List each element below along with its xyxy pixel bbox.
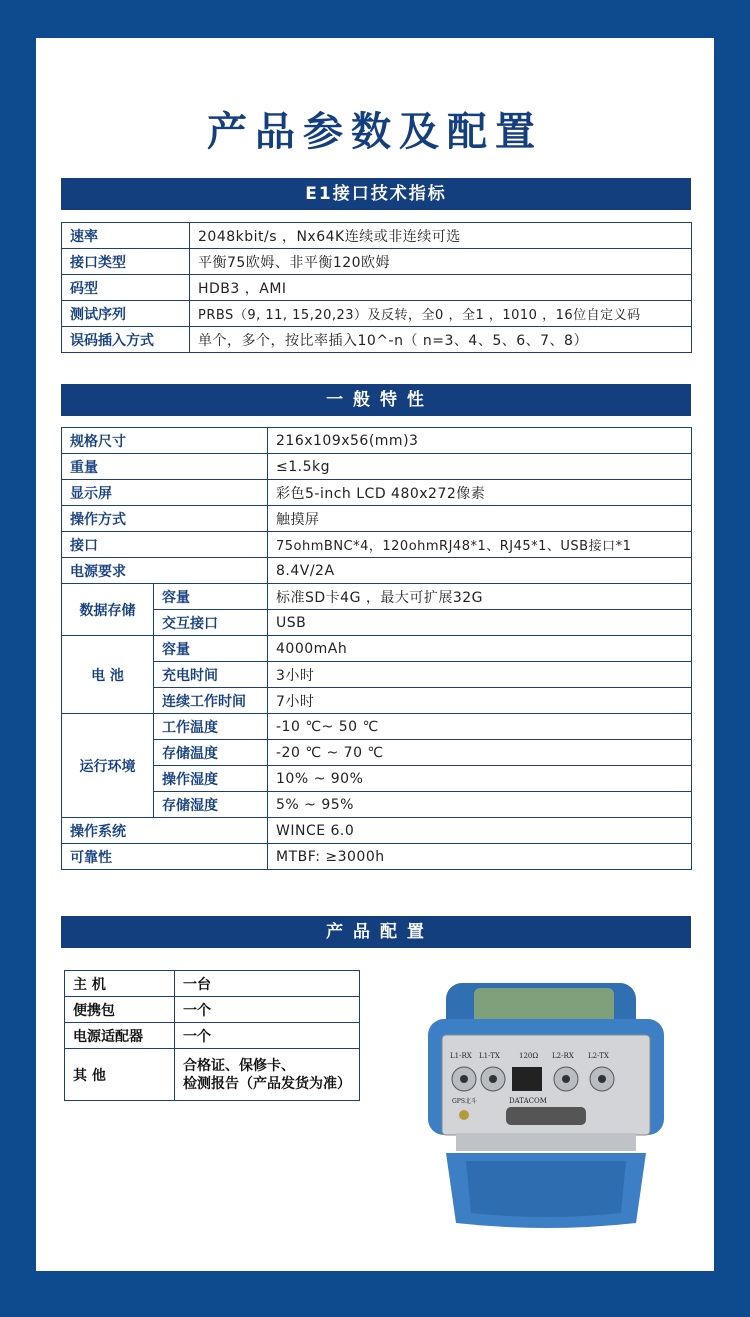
spec-key: 可靠性 [62,844,268,870]
spec-value: HDB3 ，AMI [190,275,692,301]
config-key: 电源适配器 [65,1023,175,1049]
page-title: 产品参数及配置 [207,109,543,155]
table-row [65,1049,360,1101]
table-row [62,454,692,480]
spec-value: -10 ℃~ 50 ℃ [268,714,692,740]
e1-spec-table [61,222,692,353]
content-card [36,38,714,1271]
table-row [62,223,692,249]
table-row [62,610,692,636]
device-panel-lower [456,1133,636,1151]
spec-value: -20 ℃ ~ 70 ℃ [268,740,692,766]
spec-key: 工作温度 [154,714,268,740]
spec-key: 显示屏 [62,480,268,506]
spec-value: 2048kbit/s ，Nx64K连续或非连续可选 [190,223,692,249]
spec-value: ≤1.5kg [268,454,692,480]
spec-key: 测试序列 [62,301,190,327]
spec-value: 标准SD卡4G ，最大可扩展32G [268,584,692,610]
table-row [65,1023,360,1049]
spec-key: 操作系统 [62,818,268,844]
spec-key: 连续工作时间 [154,688,268,714]
config-value [175,1049,360,1101]
spec-key: 速率 [62,223,190,249]
bnc-port-center [460,1075,468,1083]
config-key: 便携包 [65,997,175,1023]
spec-key: 操作方式 [62,506,268,532]
port-label: L2-TX [588,1052,609,1060]
spec-key: 容量 [154,636,268,662]
gps-label: GPS北斗 [452,1098,477,1105]
port-label: L2-RX [552,1052,574,1060]
general-section-header: 一 般 特 性 [61,384,691,416]
table-row [62,688,692,714]
config-value: 一个 [175,997,360,1023]
group-label-battery: 电 池 [62,636,154,714]
spec-value: WINCE 6.0 [268,818,692,844]
spec-value: MTBF: ≥3000h [268,844,692,870]
spec-key: 误码插入方式 [62,327,190,353]
config-table [64,970,360,1101]
spec-key: 接口 [62,532,268,558]
table-row [62,792,692,818]
config-value: 一台 [175,971,360,997]
spec-value: 触摸屏 [268,506,692,532]
spec-value: 10% ~ 90% [268,766,692,792]
spec-value: 75ohmBNC*4，120ohmRJ48*1、RJ45*1、USB接口*1 [268,532,692,558]
table-row [62,766,692,792]
spec-key: 充电时间 [154,662,268,688]
table-row [62,327,692,353]
spec-value: 4000mAh [268,636,692,662]
spec-key: 存储湿度 [154,792,268,818]
group-label-storage: 数据存储 [62,584,154,636]
spec-key: 接口类型 [62,249,190,275]
spec-value: USB [268,610,692,636]
port-label: 120Ω [519,1052,539,1060]
table-row [62,301,692,327]
spec-value: PRBS（9, 11, 15,20,23）及反转，全0 ，全1 ，1010 ，16位自定义码 [190,301,692,327]
table-row [62,844,692,870]
spec-value: 8.4V/2A [268,558,692,584]
table-row [62,506,692,532]
bnc-port-center [489,1075,497,1083]
spec-value: 单个，多个，按比率插入10^-n（ n=3、4、5、6、7、8） [190,327,692,353]
table-row [62,662,692,688]
table-row [65,997,360,1023]
config-key: 主 机 [65,971,175,997]
table-row [62,584,692,610]
table-row [62,740,692,766]
table-row [62,275,692,301]
table-row [62,249,692,275]
spec-value: 5% ~ 95% [268,792,692,818]
spec-key: 操作湿度 [154,766,268,792]
spec-key: 容量 [154,584,268,610]
spec-key: 交互接口 [154,610,268,636]
config-value-line: 合格证、保修卡、 [183,1057,295,1074]
table-row [65,971,360,997]
config-value-line: 检测报告（产品发货为准） [183,1075,351,1092]
bnc-port-center [598,1075,606,1083]
config-key: 其 他 [65,1049,175,1101]
spec-value: 平衡75欧姆、非平衡120欧姆 [190,249,692,275]
spec-value: 216x109x56(mm)3 [268,428,692,454]
spec-key: 存储温度 [154,740,268,766]
table-row [62,714,692,740]
spec-value: 7小时 [268,688,692,714]
port-label: L1-TX [479,1052,500,1060]
table-row [62,818,692,844]
table-row [62,428,692,454]
brand-label: DATACOM [509,1097,547,1105]
spec-value: 彩色5-inch LCD 480x272像素 [268,480,692,506]
spec-key: 规格尺寸 [62,428,268,454]
config-value: 一个 [175,1023,360,1049]
spec-key: 重量 [62,454,268,480]
general-spec-table [61,427,692,870]
device-case-inner [466,1161,626,1217]
spec-key: 电源要求 [62,558,268,584]
group-label-env: 运行环境 [62,714,154,818]
table-row [62,558,692,584]
rj48-port-icon [512,1067,542,1091]
spec-value: 3小时 [268,662,692,688]
config-section-header: 产 品 配 置 [61,916,691,948]
table-row [62,532,692,558]
bnc-port-center [562,1075,570,1083]
db25-port-icon [506,1107,586,1125]
gps-antenna-icon [459,1110,469,1120]
device-image [426,983,666,1228]
table-row [62,636,692,662]
spec-key: 码型 [62,275,190,301]
e1-section-header: E1接口技术指标 [61,178,691,210]
port-label: L1-RX [450,1052,472,1060]
table-row [62,480,692,506]
